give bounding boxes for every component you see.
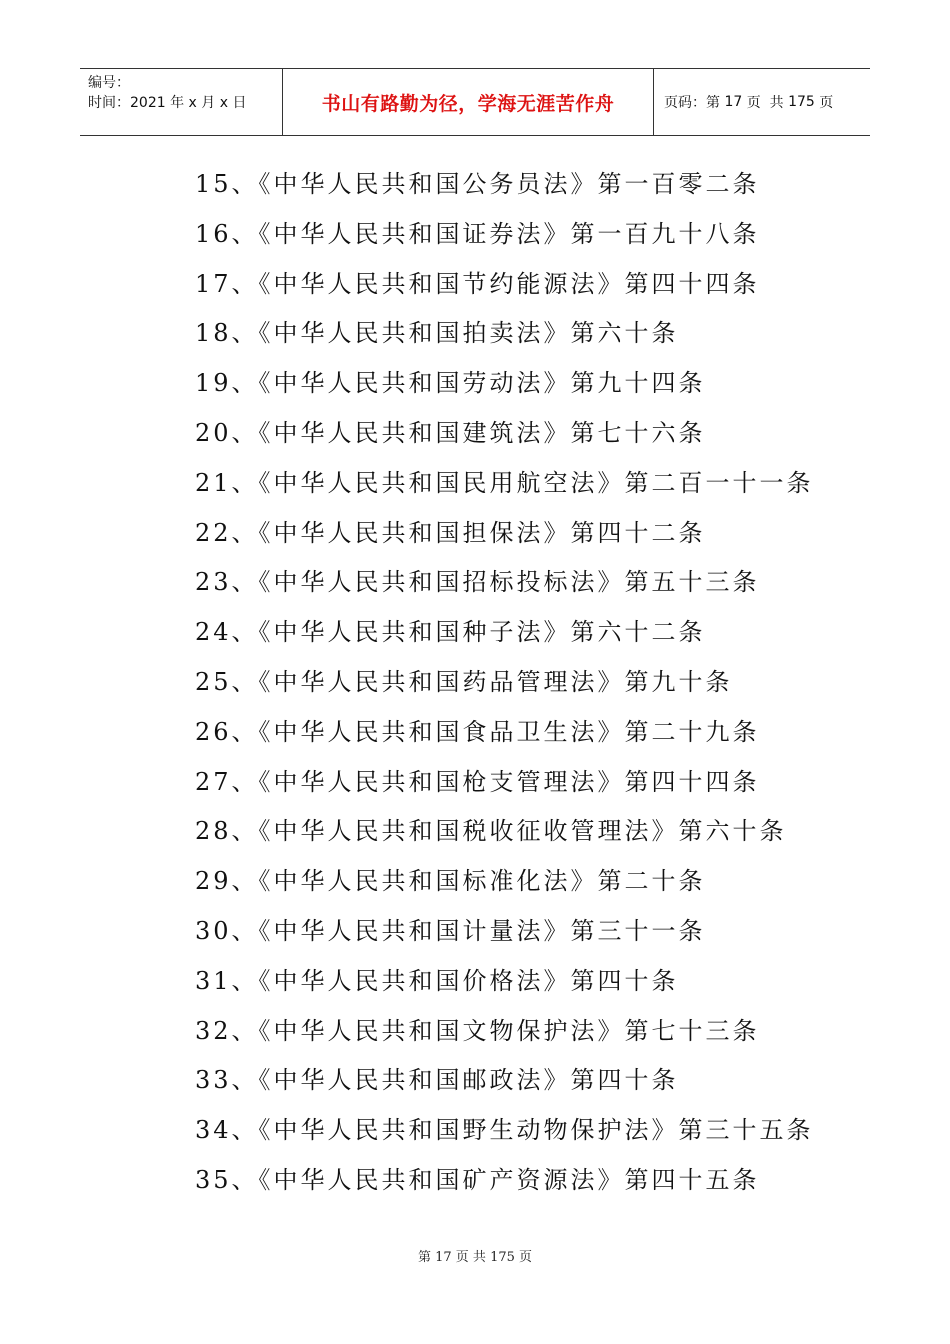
- document-number-label: 编号：: [88, 75, 130, 91]
- list-item: 22、《中华人民共和国担保法》第四十二条: [195, 518, 706, 547]
- footer-suffix: 页: [514, 1250, 533, 1265]
- header-motto-cell: [282, 69, 654, 135]
- list-item: 23、《中华人民共和国招标投标法》第五十三条: [195, 568, 760, 597]
- list-item: 33、《中华人民共和国邮政法》第四十条: [195, 1066, 679, 1095]
- motto-text: 书山有路勤为径，学海无涯苦作舟: [321, 92, 615, 115]
- list-item: 18、《中华人民共和国拍卖法》第六十条: [195, 319, 679, 348]
- header-page-info: [654, 69, 870, 135]
- list-item: 27、《中华人民共和国枪支管理法》第四十四条: [195, 767, 760, 796]
- list-item: 32、《中华人民共和国文物保护法》第七十三条: [195, 1016, 760, 1045]
- law-list: [195, 160, 895, 1206]
- list-item: 15、《中华人民共和国公务员法》第一百零二条: [195, 170, 760, 198]
- list-item: 25、《中华人民共和国药品管理法》第九十条: [195, 667, 733, 696]
- list-item: 26、《中华人民共和国食品卫生法》第二十九条: [195, 717, 760, 746]
- page-current: 17: [724, 94, 743, 110]
- list-item: 19、《中华人民共和国劳动法》第九十四条: [195, 369, 706, 398]
- page-suffix: 页: [814, 95, 834, 111]
- list-item: 30、《中华人民共和国计量法》第三十一条: [195, 916, 706, 945]
- footer-current: 17: [435, 1250, 452, 1265]
- list-item: 16、《中华人民共和国证券法》第一百九十八条: [195, 219, 760, 248]
- page-total: 175: [788, 94, 815, 110]
- list-item: 24、《中华人民共和国种子法》第六十二条: [195, 618, 706, 647]
- list-item: 17、《中华人民共和国节约能源法》第四十四条: [195, 269, 760, 298]
- header-meta: [80, 69, 282, 135]
- footer-prefix: 第: [417, 1250, 436, 1265]
- document-time: 时间：2021 年 x 月 x 日: [88, 95, 247, 111]
- page-footer: [0, 1246, 950, 1265]
- list-item: 21、《中华人民共和国民用航空法》第二百一十一条: [195, 468, 814, 497]
- list-item: 34、《中华人民共和国野生动物保护法》第三十五条: [195, 1116, 814, 1145]
- list-item: 29、《中华人民共和国标准化法》第二十条: [195, 867, 706, 896]
- list-item: 20、《中华人民共和国建筑法》第七十六条: [195, 418, 706, 447]
- list-item: 31、《中华人民共和国价格法》第四十条: [195, 966, 679, 995]
- list-item: 35、《中华人民共和国矿产资源法》第四十五条: [195, 1165, 760, 1194]
- page-prefix: 页码：第: [664, 95, 725, 111]
- footer-total: 175: [490, 1250, 515, 1265]
- document-header: [80, 68, 870, 136]
- list-item: 28、《中华人民共和国税收征收管理法》第六十条: [195, 817, 787, 846]
- page-mid: 页 共: [742, 95, 789, 111]
- footer-mid: 页 共: [451, 1250, 491, 1265]
